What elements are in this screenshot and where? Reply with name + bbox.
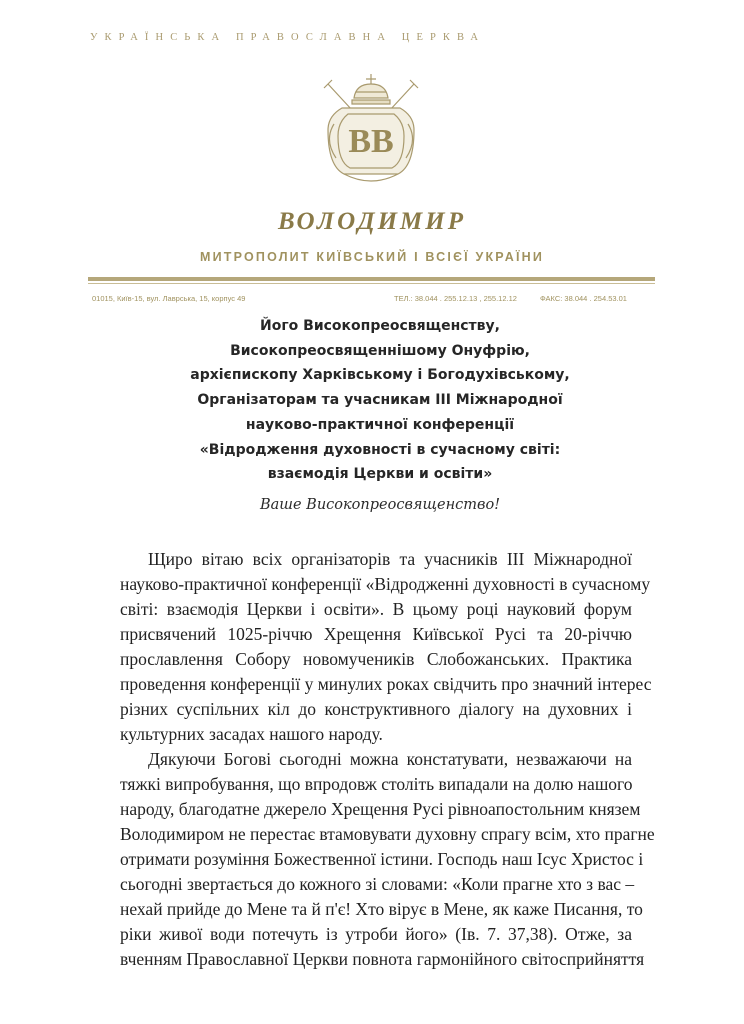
addressee-line: архієпископу Харківському і Богодухівському, [190, 367, 570, 384]
addressee-line: «Відродження духовності в сучасному світі: [199, 441, 561, 458]
body-line: культурних засадах нашого народу. [120, 724, 383, 744]
fax: ФАКС: 38.044 . 254.53.01 [540, 294, 627, 303]
contact-row [88, 294, 656, 306]
body-line: сьогодні звертається до кожного зі словами: «Коли прагне хто з вас – [120, 874, 635, 894]
metropolitan-title: МИТРОПОЛИТ КИЇВСЬКИЙ І ВСІЄЇ УКРАЇНИ [199, 250, 545, 264]
body-line: нехай прийде до Мене та й п'є! Хто вірує в Мене, як каже Писання, то [120, 899, 643, 919]
body-line: Дякуючи Богові сьогодні можна констатувати, незважаючи на [148, 749, 632, 769]
metropolitan-name: ВОЛОДИМИР [278, 208, 466, 235]
addressee-line: Високопреосвященнішому Онуфрію, [230, 342, 530, 359]
addressee-line: науково-практичної конференції [245, 416, 515, 433]
body-line: світі: взаємодія Церкви і освіти». В цьому році науковий форум [120, 599, 632, 619]
body-line: отримати розуміння Божественної істини. Господь наш Ісус Христос і [120, 849, 644, 869]
addressee-line: Організаторам та учасникам ІІІ Міжнародної [197, 392, 563, 409]
addressee-line: Його Високопреосвященству, [260, 318, 500, 334]
body-line: Володимиром не перестає втамовувати духовну спрагу всім, хто прагне [120, 824, 655, 844]
body-line: проведення конференції у минулих роках свідчить про значний інтерес [120, 674, 652, 694]
body-line: прославлення Собору новомучеників Слобожанських. Практика [120, 649, 632, 669]
salutation: Ваше Високопреосвященство! [259, 497, 501, 513]
body-line: Щиро вітаю всіх організаторів та учасників ІІІ Міжнародної [148, 549, 632, 569]
body-line: науково-практичної конференції «Відродженні духовності в сучасному [120, 574, 651, 594]
phone: ТЕЛ.: 38.044 . 255.12.13 , 255.12.12 [394, 294, 517, 303]
addressee-block [120, 314, 640, 487]
body-line: вченням Православної Церкви повнота гармонійного світосприйняття [120, 949, 645, 969]
header-divider-thin [88, 283, 655, 284]
body-line: різних суспільних кіл до конструктивного діалогу на духовних і [120, 699, 632, 719]
addressee-line: взаємодія Церкви и освіти» [267, 466, 493, 483]
metropolitan-emblem-icon [314, 70, 428, 190]
emblem-monogram: ВВ [348, 123, 394, 160]
header-divider [88, 277, 655, 281]
body-line: тяжкі випробування, що впродовж століть випадали на долю нашого [120, 774, 633, 794]
church-name-header: УКРАЇНСЬКА ПРАВОСЛАВНА ЦЕРКВА [90, 32, 486, 43]
letter-body [120, 547, 655, 972]
body-line: присвячений 1025-річчю Хрещення Київської Русі та 20-річчю [120, 624, 632, 644]
body-line: народу, благодатне джерело Хрещення Русі рівноапостольним князем [120, 799, 641, 819]
body-line: ріки живої води потечуть із утроби його» (Ів. 7. 37,38). Отже, за [120, 924, 632, 944]
address: 01015, Київ-15, вул. Лаврська, 15, корпус 49 [92, 294, 246, 303]
